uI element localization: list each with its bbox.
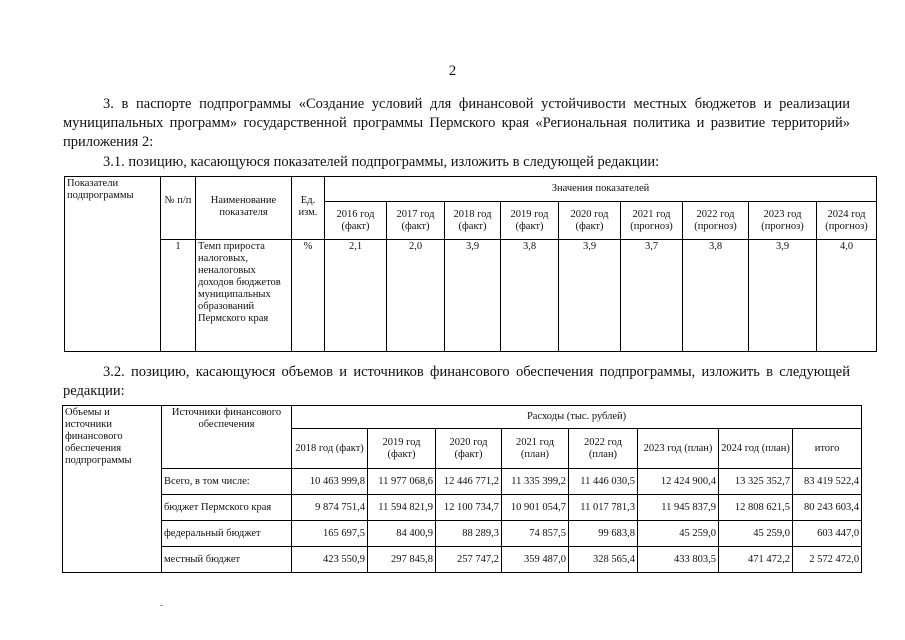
indicator-value: 3,9 [445, 240, 501, 352]
amount-cell: 12 446 771,2 [436, 469, 502, 495]
amount-cell: 9 874 751,4 [292, 495, 368, 521]
year-header: 2018 год (факт) [445, 202, 501, 240]
source-label: федеральный бюджет [162, 521, 292, 547]
source-label: бюджет Пермского края [162, 495, 292, 521]
amount-cell: 45 259,0 [719, 521, 793, 547]
source-label: местный бюджет [162, 547, 292, 573]
year-header: 2021 год (план) [502, 429, 569, 469]
amount-cell: 423 550,9 [292, 547, 368, 573]
total-header: итого [793, 429, 862, 469]
amount-cell: 471 472,2 [719, 547, 793, 573]
amount-cell: 84 400,9 [368, 521, 436, 547]
amount-cell: 297 845,8 [368, 547, 436, 573]
indicators-table [64, 176, 877, 352]
indicator-value: 3,9 [749, 240, 817, 352]
year-header: 2023 год (прогноз) [749, 202, 817, 240]
indicator-value: 3,8 [501, 240, 559, 352]
values-header: Значения показателей [325, 177, 877, 202]
table-row [63, 495, 862, 521]
indicator-unit: % [292, 240, 325, 352]
year-header: 2024 год (план) [719, 429, 793, 469]
amount-cell: 11 977 068,6 [368, 469, 436, 495]
amount-cell: 83 419 522,4 [793, 469, 862, 495]
paragraph-3: 3. в паспорте подпрограммы «Создание условий для финансовой устойчивости местных бюджетов и реализации муниципальных программ» государственной программы Пермского края «Региональная политика и развитие территорий» приложения 2: [63, 96, 850, 150]
indicator-name-header: Наименование показателя [196, 177, 292, 240]
year-header: 2021 год (прогноз) [621, 202, 683, 240]
amount-cell: 80 243 603,4 [793, 495, 862, 521]
amount-cell: 74 857,5 [502, 521, 569, 547]
indicators-label-cell [65, 177, 161, 352]
table-row [63, 469, 862, 495]
paragraph-3-2: 3.2. позицию, касающуюся объемов и источников финансового обеспечения подпрограммы, изложить в следующей редакции: [63, 364, 850, 399]
year-header: 2024 год (прогноз) [817, 202, 877, 240]
amount-cell: 11 335 399,2 [502, 469, 569, 495]
indicator-value: 2,1 [325, 240, 387, 352]
number-header: № п/п [161, 177, 196, 240]
amount-cell: 603 447,0 [793, 521, 862, 547]
indicator-value: 3,9 [559, 240, 621, 352]
amount-cell: 99 683,8 [569, 521, 638, 547]
amount-cell: 433 803,5 [638, 547, 719, 573]
amount-cell: 13 325 352,7 [719, 469, 793, 495]
indicator-name: Темп прироста налоговых, неналоговых доходов бюджетов муниципальных образований Пермского края [196, 240, 292, 352]
amount-cell: 11 446 030,5 [569, 469, 638, 495]
amount-cell: 10 463 999,8 [292, 469, 368, 495]
sources-header: Источники финансового обеспечения [162, 406, 292, 469]
amount-cell: 11 945 837,9 [638, 495, 719, 521]
volumes-label-cell [63, 406, 162, 573]
amount-cell: 88 289,3 [436, 521, 502, 547]
amount-cell: 2 572 472,0 [793, 547, 862, 573]
amount-cell: 359 487,0 [502, 547, 569, 573]
source-label: Всего, в том числе: [162, 469, 292, 495]
year-header: 2019 год (факт) [501, 202, 559, 240]
amount-cell: 11 017 781,3 [569, 495, 638, 521]
amount-cell: 257 747,2 [436, 547, 502, 573]
indicator-value: 3,7 [621, 240, 683, 352]
year-header: 2018 год (факт) [292, 429, 368, 469]
indicators-label: Показатели подпрограммы [67, 178, 134, 201]
year-header: 2020 год (факт) [559, 202, 621, 240]
amount-cell: 165 697,5 [292, 521, 368, 547]
amount-cell: 328 565,4 [569, 547, 638, 573]
year-header: 2022 год (план) [569, 429, 638, 469]
financing-table [62, 405, 862, 573]
indicator-value: 4,0 [817, 240, 877, 352]
row-number: 1 [161, 240, 196, 352]
amount-cell: 45 259,0 [638, 521, 719, 547]
table-row [63, 547, 862, 573]
paragraph-3-1: 3.1. позицию, касающуюся показателей подпрограммы, изложить в следующей редакции: [103, 154, 660, 170]
year-header: 2016 год (факт) [325, 202, 387, 240]
year-header: 2022 год (прогноз) [683, 202, 749, 240]
year-header: 2020 год (факт) [436, 429, 502, 469]
amount-cell: 11 594 821,9 [368, 495, 436, 521]
unit-header: Ед. изм. [292, 177, 325, 240]
amount-cell: 12 424 900,4 [638, 469, 719, 495]
year-header: 2023 год (план) [638, 429, 719, 469]
volumes-label: Объемы и источники финансового обеспечения подпрограммы [65, 407, 132, 466]
amount-cell: 12 100 734,7 [436, 495, 502, 521]
amount-cell: 12 808 621,5 [719, 495, 793, 521]
year-header: 2019 год (факт) [368, 429, 436, 469]
expenses-header: Расходы (тыс. рублей) [292, 406, 862, 429]
amount-cell: 10 901 054,7 [502, 495, 569, 521]
indicator-value: 2,0 [387, 240, 445, 352]
scan-speck [160, 605, 163, 606]
year-header: 2017 год (факт) [387, 202, 445, 240]
page-number: 2 [448, 63, 457, 79]
table-row [63, 521, 862, 547]
indicator-value: 3,8 [683, 240, 749, 352]
